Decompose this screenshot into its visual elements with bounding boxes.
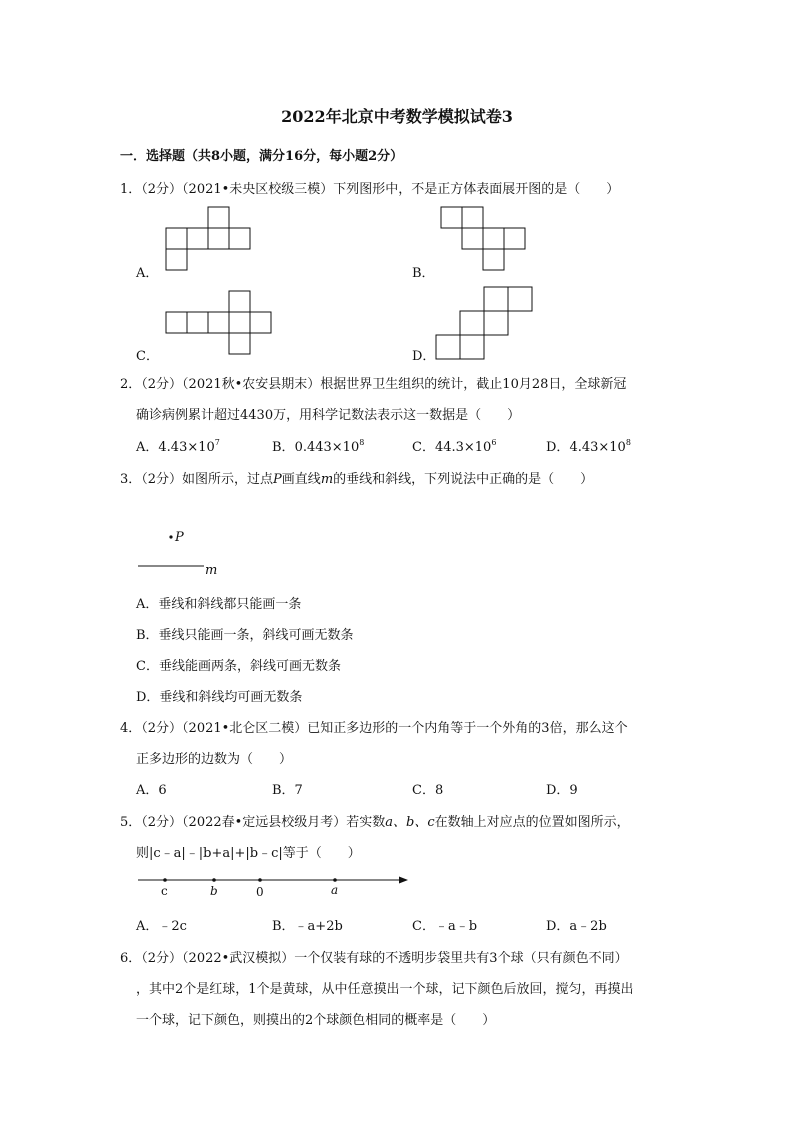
question-6-stem-line1: 6．（2分）（2022•武汉模拟）一个仅装有球的不透明步袋里共有3个球（只有颜色不同）: [120, 951, 628, 966]
point-p-label: P: [175, 530, 184, 545]
page-title: 2022年北京中考数学模拟试卷3: [281, 107, 513, 126]
question-6-stem-line2: ，其中2个是红球，1个是黄球，从中任意摸出一个球，记下颜色后放回，搅匀，再摸出: [136, 982, 634, 997]
question-4-stem-line2: 正多边形的边数为（ ）: [136, 752, 293, 767]
axis-label-c: c: [161, 884, 168, 898]
q4-option-d: D．9: [546, 783, 578, 798]
number-line-figure: [136, 870, 416, 890]
q5-option-d: D．a﹣2b: [546, 919, 607, 934]
axis-label-b: b: [210, 884, 218, 898]
question-3-stem: 3．（2分）如图所示，过点P画直线m的垂线和斜线，下列说法中正确的是（ ）: [120, 472, 594, 487]
q1-option-c-label: C．: [136, 349, 159, 364]
q2-option-c: C．$44.3\times 10^6$: [412, 438, 497, 455]
axis-label-zero: 0: [256, 885, 264, 899]
q2-option-a: A．$4.43\times 10^7$: [136, 438, 220, 455]
q4-option-c: C．8: [412, 783, 444, 798]
q1-option-d-label: D．: [412, 349, 436, 364]
q2-option-b: B．$0.443\times 10^8$: [272, 438, 365, 455]
q2-option-d: D．$4.43\times 10^8$: [546, 438, 631, 455]
q4-option-a: A．6: [136, 783, 167, 798]
question-6-stem-line3: 一个球，记下颜色，则摸出的2个球颜色相同的概率是（ ）: [136, 1013, 496, 1028]
net-figure-c: [160, 288, 280, 358]
question-2-stem-line2: 确诊病例累计超过4430万，用科学记数法表示这一数据是（ ）: [136, 408, 521, 423]
question-2-stem-line1: 2．（2分）（2021秋•农安县期末）根据世界卫生组织的统计，截止10月28日，全球新冠: [120, 377, 627, 392]
q3-option-c: C．垂线能画两条，斜线可画无数条: [136, 659, 341, 674]
net-figure-b: [436, 204, 536, 274]
question-5-stem-line2: 则|c﹣a|﹣|b+a|+|b﹣c|等于（ ）: [136, 846, 361, 861]
q3-option-b: B．垂线只能画一条，斜线可画无数条: [136, 628, 354, 643]
q1-option-a-label: A．: [136, 266, 159, 281]
q5-option-b: B．﹣a+2b: [272, 919, 343, 934]
q3-option-a: A．垂线和斜线都只能画一条: [136, 597, 302, 612]
q4-option-b: B．7: [272, 783, 303, 798]
question-5-stem-line1: 5．（2分）（2022春•定远县校级月考）若实数a、b、c在数轴上对应点的位置如图所示，: [120, 815, 630, 830]
q5-option-a: A．﹣2c: [136, 919, 187, 934]
line-m-label: m: [205, 563, 218, 578]
q1-option-b-label: B．: [412, 266, 435, 281]
q3-option-d: D．垂线和斜线均可画无数条: [136, 690, 303, 705]
axis-label-a: a: [331, 883, 339, 897]
section-heading: 一．选择题（共8小题，满分16分，每小题2分）: [120, 149, 404, 164]
question-1-stem: 1．（2分）（2021•未央区校级三模）下列图形中，不是正方体表面展开图的是（ ）: [120, 182, 620, 197]
question-4-stem-line1: 4．（2分）（2021•北仑区二模）已知正多边形的一个内角等于一个外角的3倍，那么这个: [120, 721, 628, 736]
net-figure-a: [160, 204, 260, 274]
net-figure-d: [432, 284, 542, 359]
q5-option-c: C．﹣a﹣b: [412, 919, 478, 934]
